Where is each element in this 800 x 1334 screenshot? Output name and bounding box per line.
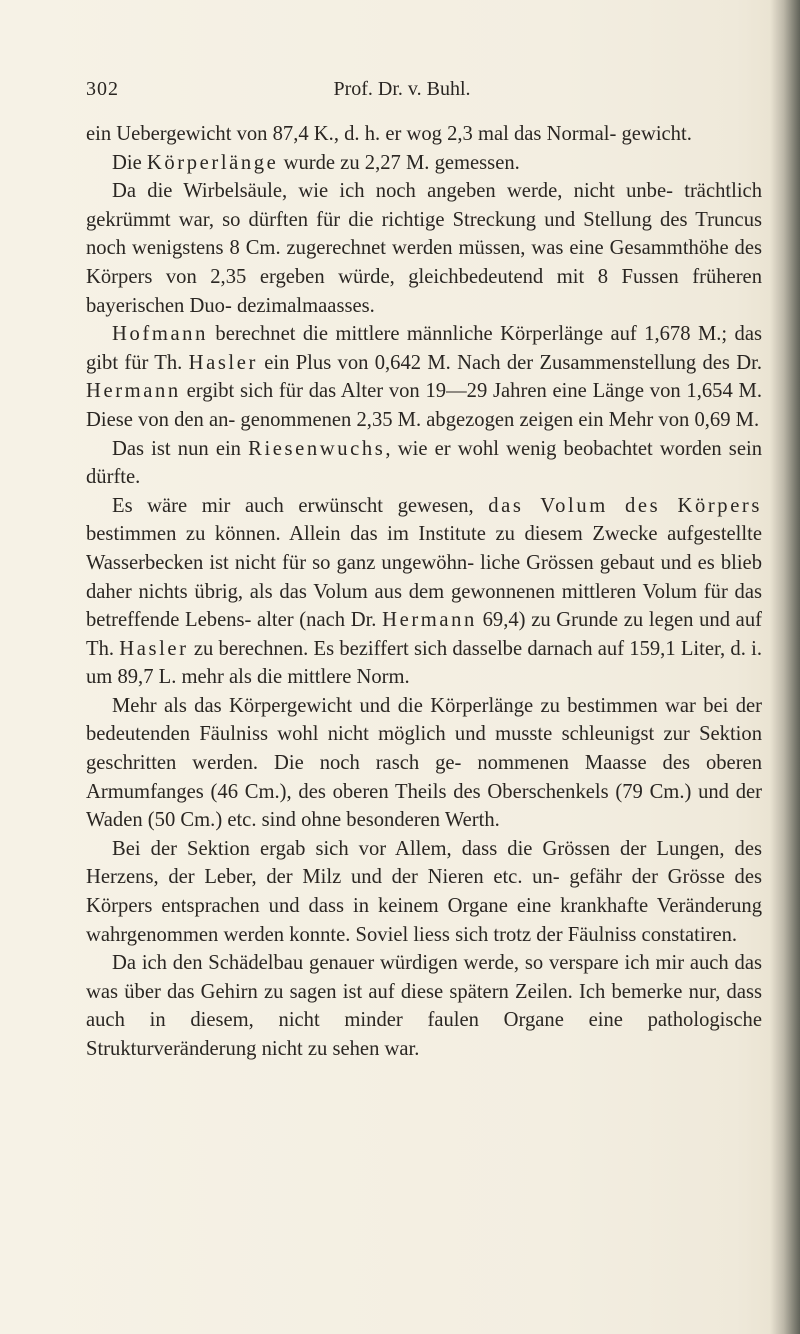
paragraph	[86, 435, 762, 492]
text-run: 69,4) zu Grunde zu legen und auf Th.	[86, 609, 762, 660]
text-run: Mehr als das Körpergewicht und die Körperlänge zu bestimmen war bei der bedeutenden Fäulniss wohl nicht möglich und musste schleunigst zur Sektion geschritten werden. Die noch rasch ge- nommenen Maasse des oberen Armumfanges (46 Cm.), des oberen Theils des Oberschenkels (79 Cm.) und der Waden (50 Cm.) etc. sind ohne besonderen Werth.	[86, 694, 762, 832]
spaced-name: Hasler	[119, 637, 189, 660]
paragraph	[86, 835, 762, 949]
spaced-term: das Volum des Körpers	[488, 494, 763, 517]
body-text	[86, 120, 762, 1064]
paragraph	[86, 177, 762, 320]
text-run: wurde zu 2,27 M. gemessen.	[278, 151, 520, 174]
text-run: Da ich den Schädelbau genauer würdigen werde, so verspare ich mir auch das was über das Gehirn zu sagen ist auf diese spätern Zeilen. Ich bemerke nur, dass auch in diesem, nicht minder faulen Organe eine pathologische Strukturveränderung nicht zu sehen war.	[86, 952, 762, 1060]
running-head: Prof. Dr. v. Buhl.	[333, 78, 471, 100]
text-run: Die	[112, 151, 147, 174]
text-run: Bei der Sektion ergab sich vor Allem, dass die Grössen der Lungen, des Herzens, der Leber, der Milz und der Nieren etc. un- gefähr der Grösse des Körpers entsprachen und dass in keinem Organe eine krankhafte Veränderung wahrgenommen werden konnte. Soviel liess sich trotz der Fäulniss constatiren.	[86, 837, 762, 946]
spaced-term: Körperlänge	[146, 151, 279, 174]
paragraph	[86, 120, 762, 149]
text-run: Das ist nun ein	[112, 437, 249, 460]
paragraph	[86, 320, 762, 434]
spaced-name: Hofmann	[112, 323, 208, 346]
paragraph	[86, 949, 762, 1063]
spaced-name: Hermann	[86, 380, 181, 403]
page-number: 302	[86, 78, 119, 100]
text-run: zu berechnen. Es beziffert sich dasselbe darnach auf 159,1 Liter, d. i. um 89,7 L. mehr als die mittlere Norm.	[86, 637, 762, 689]
text-run: bestimmen zu können. Allein das im Institute zu diesem Zwecke aufgestellte Wasserbecken ist nicht für so ganz ungewöhn- liche Grössen gebaut und es blieb daher nichts übrig, als das Volum aus dem gewonnenen mittleren Volum für das betreffende Lebens- alter (nach Dr.	[86, 523, 762, 632]
paragraph	[86, 692, 762, 835]
text-run: ein Uebergewicht von 87,4 K., d. h. er wog 2,3 mal das Normal- gewicht.	[86, 123, 692, 145]
text-run: Es wäre mir auch erwünscht gewesen,	[112, 494, 489, 517]
page-edge-shadow	[770, 0, 800, 1334]
spaced-name: Hermann	[382, 609, 477, 632]
page-header	[86, 78, 746, 108]
spaced-term: Riesenwuchs	[248, 437, 386, 460]
text-run: Da die Wirbelsäule, wie ich noch angeben werde, nicht unbe- trächtlich gekrümmt war, so dürften für die richtige Streckung und Stellung des Truncus noch wenigstens 8 Cm. zugerechnet werden müssen, was eine Gesammthöhe des Körpers von 2,35 ergeben würde, gleichbedeutend mit 8 Fussen früheren bayerischen Duo- dezimalmaasses.	[86, 180, 762, 317]
paragraph	[86, 492, 762, 692]
text-run: , wie er wohl wenig beobachtet worden sein dürfte.	[86, 437, 762, 489]
text-run: ergibt sich für das Alter von 19—29 Jahren eine Länge von 1,654 M. Diese von den an- genommenen 2,35 M. abgezogen zeigen ein Mehr von 0,69 M.	[86, 380, 762, 431]
text-run: ein Plus von 0,642 M. Nach der Zusammenstellung des Dr.	[257, 351, 762, 374]
text-run: berechnet die mittlere männliche Körperlänge auf 1,678 M.; das gibt für Th.	[86, 323, 762, 374]
paragraph	[86, 149, 762, 178]
spaced-name: Hasler	[188, 351, 258, 374]
